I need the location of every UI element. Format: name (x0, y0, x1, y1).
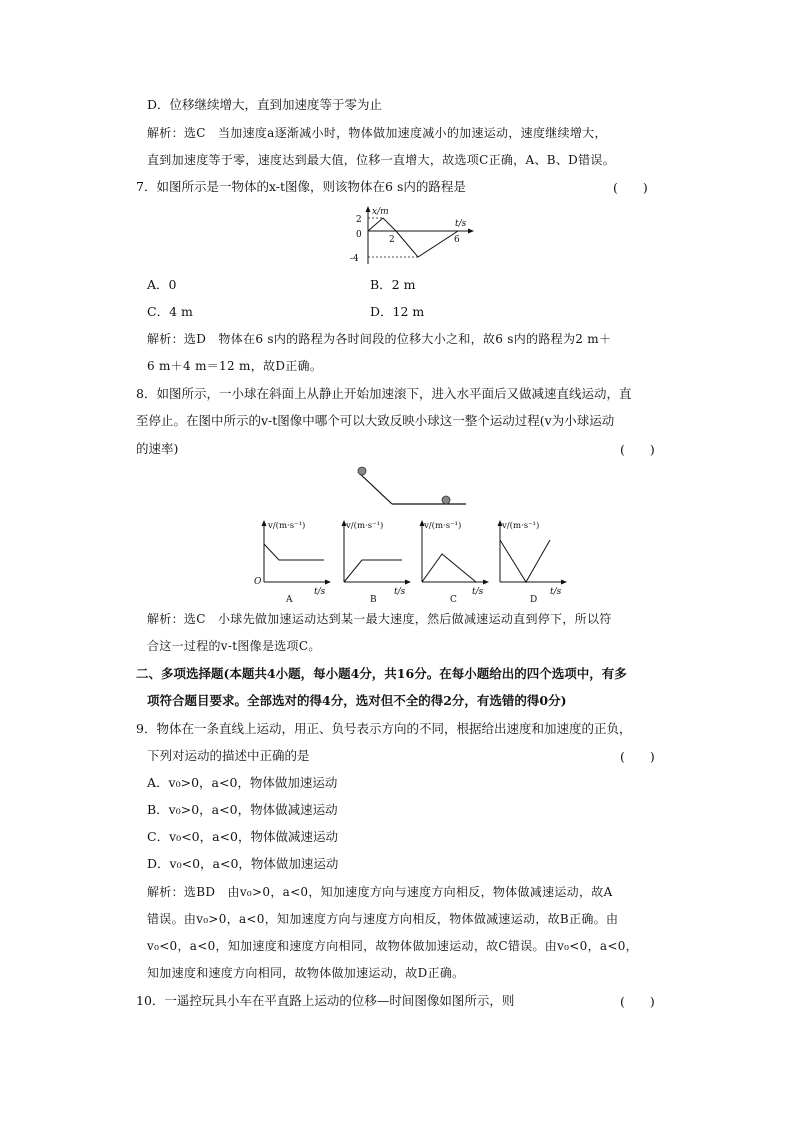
vt-d-t-label: t/s (550, 587, 562, 597)
analysis-q9-line1: 解析：选BD 由v₀>0，a<0，知加速度方向与速度方向相反，物体做减速运动，故A (147, 885, 613, 899)
option-c-q7: C．4 m (147, 304, 193, 319)
option-d-q6: D．位移继续增大，直到加速度等于零为止 (147, 97, 383, 112)
xt-graph (340, 204, 500, 266)
vt-d-v-label: v/(m·s⁻¹) (502, 521, 540, 531)
question-10: 10．一遥控玩具小车在平直路上运动的位移—时间图像如图所示，则 (136, 993, 515, 1008)
vt-b-t-label: t/s (394, 587, 406, 597)
vt-b-caption: B (370, 595, 377, 605)
ball-top-icon (358, 467, 366, 475)
vt-c-v-label: v/(m·s⁻¹) (424, 521, 462, 531)
xt-tick-t6: 6 (454, 235, 460, 245)
analysis-q8-line1: 解析：选C 小球先做加速运动达到某一最大速度，然后做减速运动直到停下，所以符 (147, 612, 612, 626)
section-2-header-line2: 项符合题目要求。全部选对的得4分，选对但不全的得2分，有选错的得0分) (147, 693, 567, 708)
vt-a-origin: O (254, 577, 262, 587)
vt-d-caption: D (530, 595, 538, 605)
question-9-line2: 下列对运动的描述中正确的是 (147, 748, 310, 763)
vt-b-v-label: v/(m·s⁻¹) (346, 521, 384, 531)
vt-graph-b (334, 516, 414, 606)
section-2-header-line1: 二、多项选择题(本题共4小题，每小题4分，共16分。在每小题给出的四个选项中，有多 (136, 666, 627, 681)
ball-bottom-icon (442, 496, 450, 504)
incline-illustration (352, 464, 482, 514)
vt-a-caption: A (286, 595, 293, 605)
vt-graph-a (254, 516, 334, 606)
option-d-q7: D．12 m (370, 304, 425, 319)
question-8-line2: 至停止。在图中所示的v-t图像中哪个可以大致反映小球这一整个运动过程(v为小球运动 (136, 413, 615, 428)
analysis-q7-line1: 解析：选D 物体在6 s内的路程为各时间段的位移大小之和，故6 s内的路程为2 m＋ (147, 332, 612, 346)
xt-tick-t2: 2 (389, 235, 395, 245)
analysis-q9-line3: v₀<0，a<0，知加速度和速度方向相同，故物体做加速运动，故C错误。由v₀<0，a<0， (147, 939, 638, 953)
question-7: 7．如图所示是一物体的x-t图像，则该物体在6 s内的路程是 (136, 179, 466, 194)
xt-t-label: t/s (455, 219, 467, 229)
answer-paren-q9: ( ) (620, 749, 655, 764)
option-b-q7: B．2 m (370, 277, 416, 292)
option-c-q9: C．v₀<0，a<0，物体做减速运动 (147, 829, 338, 844)
question-9-line1: 9．物体在一条直线上运动，用正、负号表示方向的不同，根据给出速度和加速度的正负， (136, 721, 632, 736)
xt-tick-neg4: -4 (350, 254, 359, 264)
vt-c-caption: C (450, 595, 457, 605)
question-8-line3: 的速率) (136, 441, 179, 456)
analysis-q6-line2: 直到加速度等于零，速度达到最大值，位移一直增大，故选项C正确，A、B、D错误。 (147, 153, 615, 167)
analysis-q7-line2: 6 m＋4 m＝12 m，故D正确。 (147, 359, 323, 373)
question-8-line1: 8．如图所示，一小球在斜面上从静止开始加速滚下，进入水平面后又做减速直线运动，直 (136, 386, 632, 401)
xt-tick-0: 0 (356, 230, 362, 240)
option-a-q9: A．v₀>0，a<0，物体做加速运动 (147, 775, 338, 790)
vt-graph-d (490, 516, 570, 606)
option-d-q9: D．v₀<0，a<0，物体做加速运动 (147, 856, 339, 871)
answer-paren-q8: ( ) (620, 442, 655, 457)
vt-c-t-label: t/s (472, 587, 484, 597)
vt-graph-c (412, 516, 492, 606)
analysis-q9-line4: 知加速度和速度方向相同，故物体做加速运动，故D正确。 (147, 966, 465, 980)
option-b-q9: B．v₀>0，a<0，物体做减速运动 (147, 802, 338, 817)
xt-x-label: x/m (372, 207, 389, 217)
option-a-q7: A．0 (147, 277, 177, 292)
vt-a-t-label: t/s (314, 587, 326, 597)
analysis-q9-line2: 错误。由v₀>0，a<0，知加速度方向与速度方向相反，物体做减速运动，故B正确。由 (147, 912, 619, 926)
analysis-q8-line2: 合这一过程的v-t图像是选项C。 (147, 639, 321, 653)
vt-a-v-label: v/(m·s⁻¹) (268, 521, 306, 531)
answer-paren-q10: ( ) (620, 994, 655, 1009)
answer-paren-q7: ( ) (613, 180, 648, 195)
xt-tick-2: 2 (356, 215, 362, 225)
analysis-q6-line1: 解析：选C 当加速度a逐渐减小时，物体做加速度减小的加速运动，速度继续增大， (147, 126, 607, 140)
